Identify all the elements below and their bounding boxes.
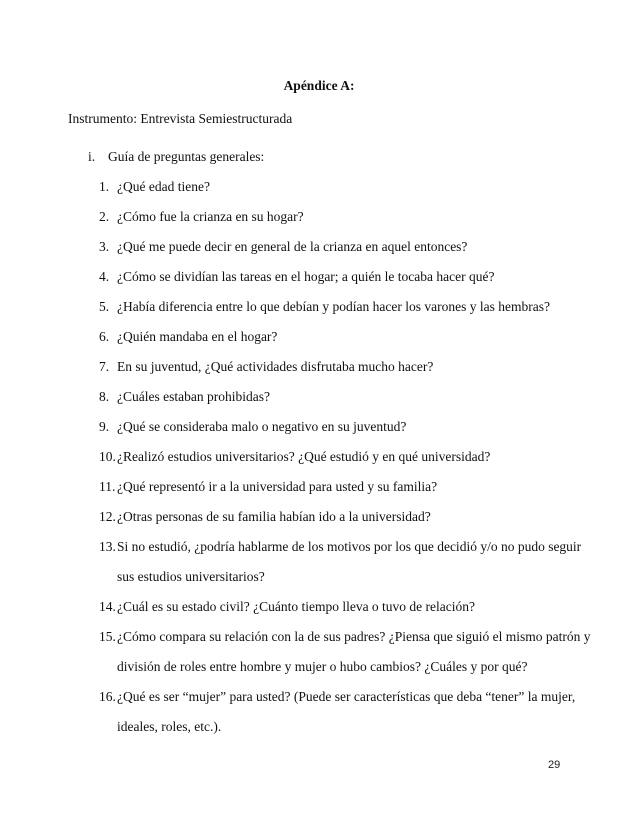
item-text: ¿Qué es ser “mujer” para usted? (Puede ser características que deba “tener” la mujer,	[117, 689, 576, 704]
item-text: ¿Qué se consideraba malo o negativo en su juventud?	[117, 419, 407, 434]
item-text: ¿Cuál es su estado civil? ¿Cuánto tiempo lleva o tuvo de relación?	[117, 599, 476, 614]
section-label: Guía de preguntas generales:	[108, 149, 265, 164]
item-text: ¿Realizó estudios universitarios? ¿Qué estudió y en qué universidad?	[117, 449, 491, 464]
item-number: 1.	[99, 179, 110, 194]
item-text: ¿Qué representó ir a la universidad para usted y su familia?	[117, 479, 438, 494]
item-text: ¿Había diferencia entre lo que debían y podían hacer los varones y las hembras?	[117, 299, 550, 314]
item-number: 8.	[99, 389, 110, 404]
item-number: 3.	[99, 239, 110, 254]
item-number: 2.	[99, 209, 110, 224]
item-number: 16.	[99, 689, 116, 704]
item-number: 14.	[99, 599, 116, 614]
page-title: Apéndice A:	[283, 78, 355, 93]
item-number: 12.	[99, 509, 116, 524]
item-number: 5.	[99, 299, 110, 314]
item-number: 4.	[99, 269, 110, 284]
item-number: 9.	[99, 419, 110, 434]
item-text: ¿Cómo se dividían las tareas en el hogar; a quién le tocaba hacer qué?	[117, 269, 495, 284]
item-number: 10.	[99, 449, 116, 464]
item-text-continuation: sus estudios universitarios?	[117, 569, 265, 584]
item-number: 13.	[99, 539, 116, 554]
item-text: ¿Otras personas de su familia habían ido a la universidad?	[117, 509, 431, 524]
section-heading	[88, 149, 264, 165]
item-number: 7.	[99, 359, 110, 374]
section-roman-numeral: i.	[88, 149, 96, 164]
item-number: 6.	[99, 329, 110, 344]
item-text: Si no estudió, ¿podría hablarme de los motivos por los que decidió y/o no pudo seguir	[117, 539, 582, 554]
item-number: 15.	[99, 629, 116, 644]
item-text-continuation: ideales, roles, etc.).	[117, 719, 222, 734]
item-text: ¿Quién mandaba en el hogar?	[117, 329, 278, 344]
item-text: ¿Cómo fue la crianza en su hogar?	[117, 209, 304, 224]
item-text: ¿Qué edad tiene?	[117, 179, 210, 194]
item-text: ¿Cuáles estaban prohibidas?	[117, 389, 270, 404]
item-text: ¿Qué me puede decir en general de la crianza en aquel entonces?	[117, 239, 468, 254]
instrument-subtitle: Instrumento: Entrevista Semiestructurada	[68, 111, 293, 126]
item-text: ¿Cómo compara su relación con la de sus padres? ¿Piensa que siguió el mismo patrón y	[117, 629, 591, 644]
item-text: En su juventud, ¿Qué actividades disfrutaba mucho hacer?	[117, 359, 434, 374]
item-number: 11.	[99, 479, 116, 494]
item-text-continuation: división de roles entre hombre y mujer o hubo cambios? ¿Cuáles y por qué?	[117, 659, 528, 674]
page-number: 29	[548, 759, 561, 771]
